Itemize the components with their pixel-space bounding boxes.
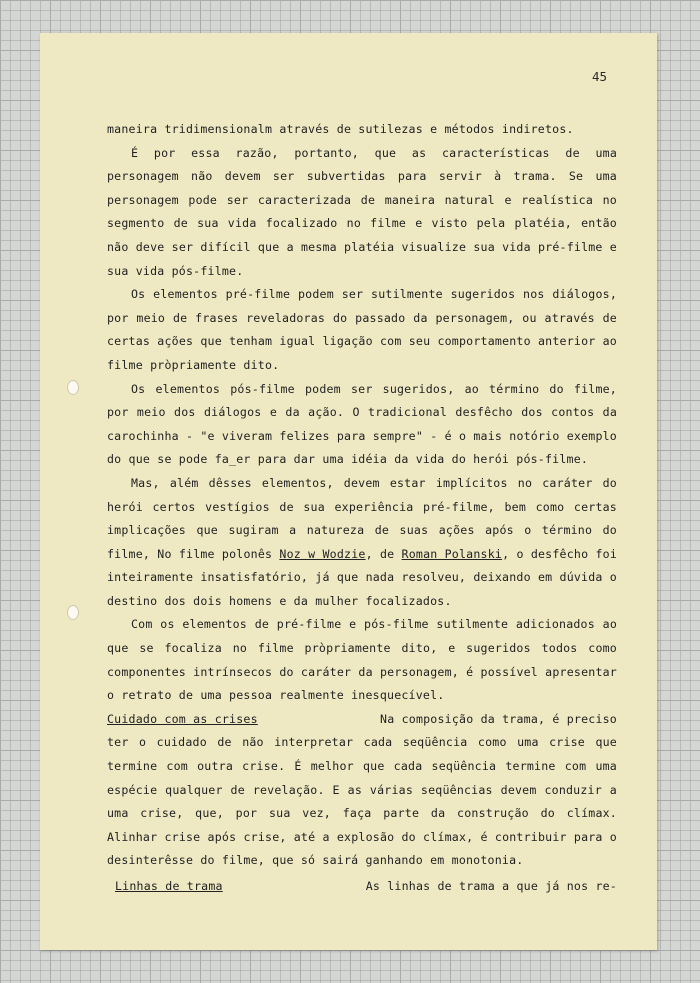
section-heading-row <box>107 708 617 732</box>
paragraph-text: , o desfêcho foi inteiramente insatisfatório, já que nada resolveu, deixando em dúvida o destino dos dois homens e da mulher focalizados. <box>107 546 618 608</box>
paragraph-text: , de <box>365 546 402 561</box>
paragraph: ter o cuidado de não interpretar cada seqüência como uma crise que termine com outra crise. É melhor que cada seqüência termine com uma espécie qualquer de revelação. E as várias seqüências devem conduzir a uma crise, que, por sua vez, faça parte da construção do clímax. Alinhar crise após crise, até a explosão do clímax, é contribuir para o desinterêsse do filme, que só sairá ganhando em monotonia. <box>107 735 617 868</box>
paragraph: maneira tridimensionalm através de sutilezas e métodos indiretos. <box>107 122 574 136</box>
paragraph-text: Mas, além dêsses elementos, devem estar implícitos no caráter do herói certos vestígios de sua experiência pré-filme, bem como certas implicações que sugiram a natureza de suas ações após o término do filme, No filme polonês <box>107 475 617 561</box>
paragraph: É por essa razão, portanto, que as características de uma personagem não devem ser subvertidas para servir à trama. Se uma personagem pode ser caracterizada de maneira natural e realística no segmento de sua vida focalizado no filme e visto pela platéia, então não deve ser difícil que a mesma platéia visualize sua vida pré-filme e sua vida pós-filme. <box>107 145 617 278</box>
section-title: Cuidado com as crises <box>107 711 258 726</box>
paragraph: Os elementos pré-filme podem ser sutilmente sugeridos nos diálogos, por meio de frases reveladoras do passado da personagem, ou através de certas ações que tenham igual ligação com seu comportamento anterior ao filme pròpriamente dito. <box>107 287 617 372</box>
section-first-line: As linhas de trama a que já nos re- <box>365 879 617 893</box>
typewritten-page <box>40 33 657 950</box>
director-name: Roman Polanski <box>401 546 503 561</box>
paragraph: Os elementos pós-filme podem ser sugeridos, ao término do filme, por meio dos diálogos e da ação. O tradicional desfêcho dos contos da carochinha - "e viveram felizes para sempre" - é o mais notório exemplo do que se pode fa_er para dar uma idéia da vida do herói pós-filme. <box>107 381 617 467</box>
film-title: Noz w Wodzie <box>279 546 366 561</box>
section-title: Linhas de trama <box>115 879 223 893</box>
page-number: 45 <box>591 69 607 84</box>
body-text <box>107 118 617 899</box>
paragraph <box>107 472 617 614</box>
section-first-line: Na composição da trama, é preciso <box>380 711 617 726</box>
punch-hole <box>67 605 79 620</box>
paragraph: Com os elementos de pré-filme e pós-filme sutilmente adicionados ao que se focaliza no filme pròpriamente dito, e sugeridos todos como componentes intrínsecos do caráter da personagem, é possível apresentar o retrato de uma pessoa realmente inesquecível. <box>107 617 617 703</box>
punch-hole <box>67 380 79 395</box>
section-heading-row <box>107 875 617 899</box>
